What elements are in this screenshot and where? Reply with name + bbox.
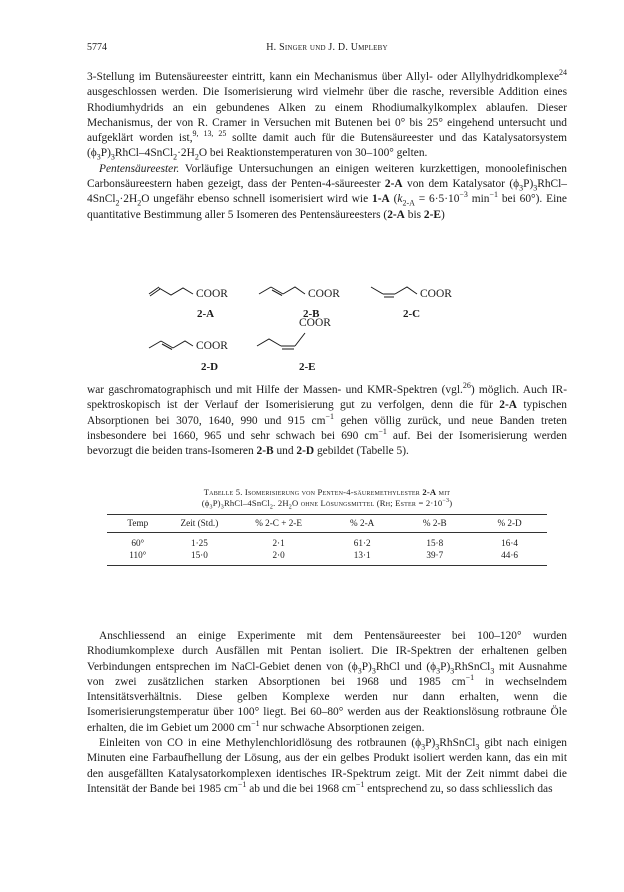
body-text-bottom	[87, 629, 567, 797]
structure-2-D	[149, 340, 228, 373]
col-header: % 2-A	[327, 515, 397, 533]
body-text-middle	[87, 383, 567, 459]
table-5	[107, 487, 547, 566]
compound-label: 2-B	[303, 308, 320, 320]
table-header-row	[107, 515, 547, 533]
col-header: Zeit (Std.)	[169, 515, 231, 533]
compound-label: 2-C	[403, 308, 421, 320]
table-cell: 39·7	[397, 549, 472, 566]
structure-2-A	[149, 287, 228, 320]
cooR-group: COOR	[196, 288, 228, 300]
col-header: Temp	[107, 515, 169, 533]
body-text-top	[87, 70, 567, 223]
page-header	[87, 42, 567, 56]
table-cell: 2·1	[272, 538, 285, 548]
compound-label: 2-A	[197, 308, 215, 320]
cooR-group: COOR	[196, 340, 228, 352]
paragraph-co-experiment: Einleiten von CO in eine Methylenchloridlösung des rotbraunen $(\phi_3P)_3RhSnCl_3$ gibt nach einigen Minuten eine Farbaufhellung der Lösung, aus der ein gelbes Produkt isoliert werden kann, das ein mit den ausgefällten Katalysatorkomplexen identisches IR-Spektrum zeigt. Mit der Zeit nimmt dabei die Intensität der Bande bei 1985 $cm^{-1}$ ab und die bei 1968 $cm^{-1}$ entsprechend zu, so dass schliesslich das	[87, 737, 567, 795]
table-cell: 60°	[131, 538, 145, 548]
table-cell: 1·25	[190, 538, 208, 548]
table-cell: 15·0	[169, 549, 231, 566]
structure-2-C	[371, 287, 452, 320]
page-number: 5774	[87, 42, 107, 53]
table-cell: 15·8	[426, 538, 444, 548]
paragraph-rhodium-complexes: Anschliessend an einige Experimente mit dem Pentensäureester bei 100–120° wurden Rhodiumkomplexe durch Ausfällen mit Pentan isoliert. Die IR-Spektren der erhaltenen gelben Verbindungen entsprechen im NaCl-Gebiet denen von $(\phi_3P)_3RhCl$ und $(\phi_3P)_3RhSnCl_3$ mit Ausnahme von zwei zusätzlichen starken Absorptionen bei 1968 und 1985 $cm^{-1}$ in wechselndem Intensitätsverhältnis. Diese gelben Komplexe werden nur dann erhalten, wenn die Isomerisierungstemperatur über 100° liegt. Bei 60–80° werden aus der Reaktionslösung rotbraune Öle erhalten, die im Gebiet um 2000 $cm^{-1}$ nur schwache Absorptionen zeigen.	[87, 630, 567, 734]
table-cell: 2·0	[230, 549, 327, 566]
col-header: % 2-C + 2-E	[230, 515, 327, 533]
table-row	[107, 549, 547, 566]
cooR-group: COOR	[308, 288, 340, 300]
table-cell: 13·1	[327, 549, 397, 566]
compound-label: 2-E	[299, 361, 316, 373]
table-cell: 61·2	[353, 538, 371, 548]
running-head-authors: H. Singer und J. D. Umpleby	[266, 42, 388, 53]
isomer-distribution-table	[107, 514, 547, 566]
paragraph-gc-ir-analysis: war gaschromatographisch und mit Hilfe der Massen- und KMR-Spektren (vgl.$^{26}$) möglich. Auch IR-spektroskopisch ist der Verlauf der Isomerisierung gut zu verfolgen, denn die für 2-A typischen Absorptionen bei 3070, 1640, 990 und 915 $cm^{-1}$ gehen völlig zurück, und neue Banden treten insbesondere bei 1660, 965 und sehr schwach bei 690 $cm^{-1}$ auf. Bei der Isomerisierung werden bevorzugt die beiden trans-Isomeren 2-B und 2-D gebildet (Tabelle 5).	[87, 381, 567, 458]
paragraph-isomerization-mechanism: 3-Stellung im Butensäureester eintritt, kann ein Mechanismus über Allyl- oder Allylhydridkomplexe$^{24}$ ausgeschlossen werden. Die Isomerisierung wird vielmehr über die rasche, reversible Addition eines Rhodiumhydrids an ein gebundenes Alken zu einem Rhodiumalkylkomplex ablaufen. Dieser Mechanismus, der von R. Cramer in Versuchen mit Butenen bei 0° bis 25° eingehend untersucht und aufgeklärt worden ist,$^{9, 13, 25}$ sollte damit auch für die Butensäureester und das Katalysatorsystem $(\phi_3P)_3RhCl-4SnCl_2\cdot 2H_2O$ bei Reaktionstemperaturen von 30–100° gelten.	[87, 68, 568, 162]
table-cell: 44·6	[472, 549, 547, 566]
table-cell: 110°	[107, 549, 169, 566]
cooR-group: COOR	[299, 317, 331, 329]
compound-label: 2-D	[201, 361, 219, 373]
structure-2-B	[259, 287, 340, 320]
cooR-group: COOR	[420, 288, 452, 300]
table-caption: Tabelle 5. Isomerisierung von Penten-4-säuremethylester 2-A mit $(\phi_3P)_3RhCl-4SnCl_2$. $2H_2O$ ohne Lösungsmittel (Rh; Ester = $2\cdot 10^{-3}$)	[201, 487, 453, 511]
table-cell: 16·4	[501, 538, 518, 548]
paragraph-pentensaeureester: Pentensäureester. Vorläufige Untersuchungen an einigen weiteren kurzkettigen, monoolefinischen Carbonsäureestern haben gezeigt, dass der Penten-4-säureester 2-A von dem Katalysator $(\phi_3P)_3RhCl-4SnCl_2\cdot 2H_2O$ ungefähr ebenso schnell isomerisiert wird wie 1-A ($k_{2-A} = 6\cdot 5\cdot 10^{-3}$ $\min^{-1}$ bei 60°). Eine quantitative Bestimmung aller 5 Isomeren des Pentensäureesters (2-A bis 2-E)	[87, 162, 567, 221]
col-header: % 2-B	[397, 515, 472, 533]
table-row	[107, 533, 547, 550]
pentenoate-isomer-structures	[87, 276, 567, 376]
structure-2-E	[257, 317, 331, 373]
col-header: % 2-D	[472, 515, 547, 533]
